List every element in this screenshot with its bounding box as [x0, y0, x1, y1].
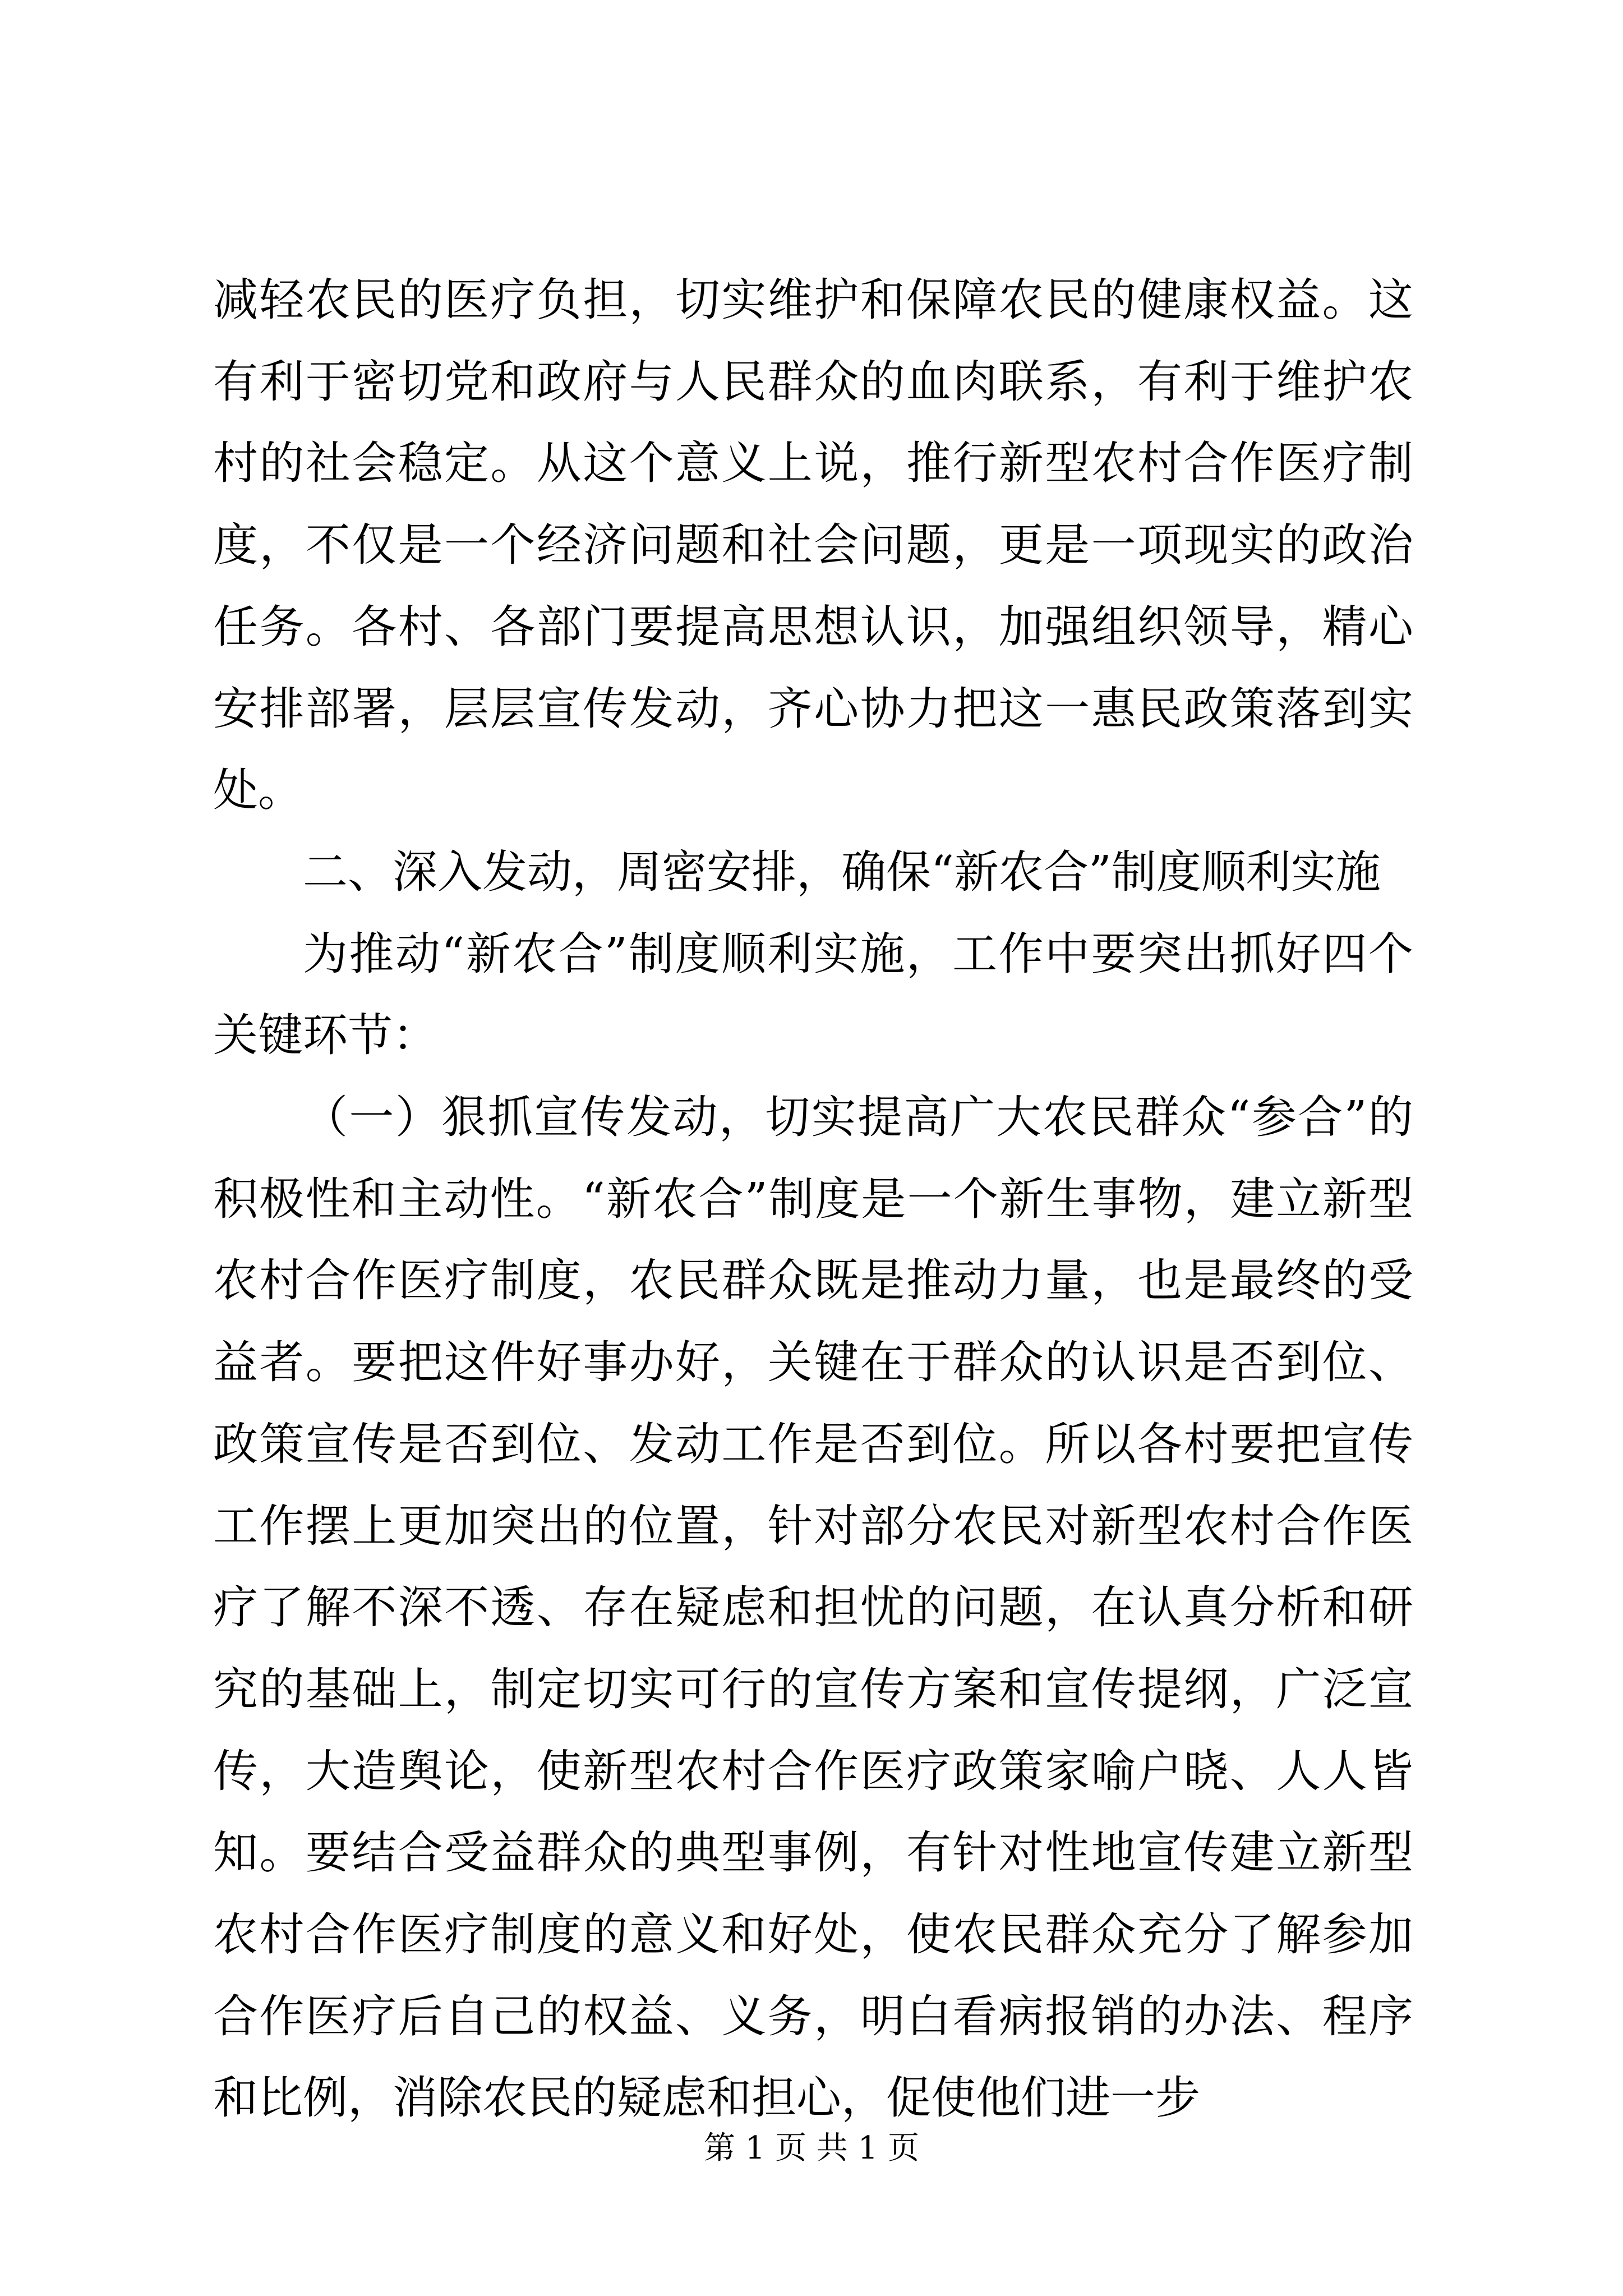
paragraph-intro: 为推动“新农合”制度顺利实施，工作中要突出抓好四个关键环节：	[213, 927, 1413, 1062]
paragraph-item-one: （一）狠抓宣传发动，切实提高广大农民群众“参合”的积极性和主动性。“新农合”制度是一个新生事物，建立新型农村合作医疗制度，农民群众既是推动力量，也是最终的受益者。要把这件好事办好，关键在于群众的认识是否到位、政策宣传是否到位、发动工作是否到位。所以各村要把宣传工作摆上更加突出的位置，针对部分农民对新型农村合作医疗了解不深不透、存在疑虑和担忧的问题，在认真分析和研究的基础上，制定切实可行的宣传方案和宣传提纲，广泛宣传，大造舆论，使新型农村合作医疗政策家喻户晓、人人皆知。要结合受益群众的典型事例，有针对性地宣传建立新型农村合作医疗制度的意义和好处，使农民群众充分了解参加合作医疗后自己的权益、义务，明白看病报销的办法、程序和比例，消除农民的疑虑和担心，促使他们进一步	[213, 1091, 1413, 2124]
page-footer: 第 1 页 共 1 页	[703, 2130, 920, 2166]
paragraph-continuation: 减轻农民的医疗负担，切实维护和保障农民的健康权益。这有利于密切党和政府与人民群众的血肉联系，有利于维护农村的社会稳定。从这个意义上说，推行新型农村合作医疗制度，不仅是一个经济问题和社会问题，更是一项现实的政治任务。各村、各部门要提高思想认识，加强组织领导，精心安排部署，层层宣传发动，齐心协力把这一惠民政策落到实处。	[213, 274, 1413, 817]
section-heading: 二、深入发动，周密安排，确保“新农合”制度顺利实施	[303, 845, 1381, 898]
document-body	[213, 259, 1413, 2139]
